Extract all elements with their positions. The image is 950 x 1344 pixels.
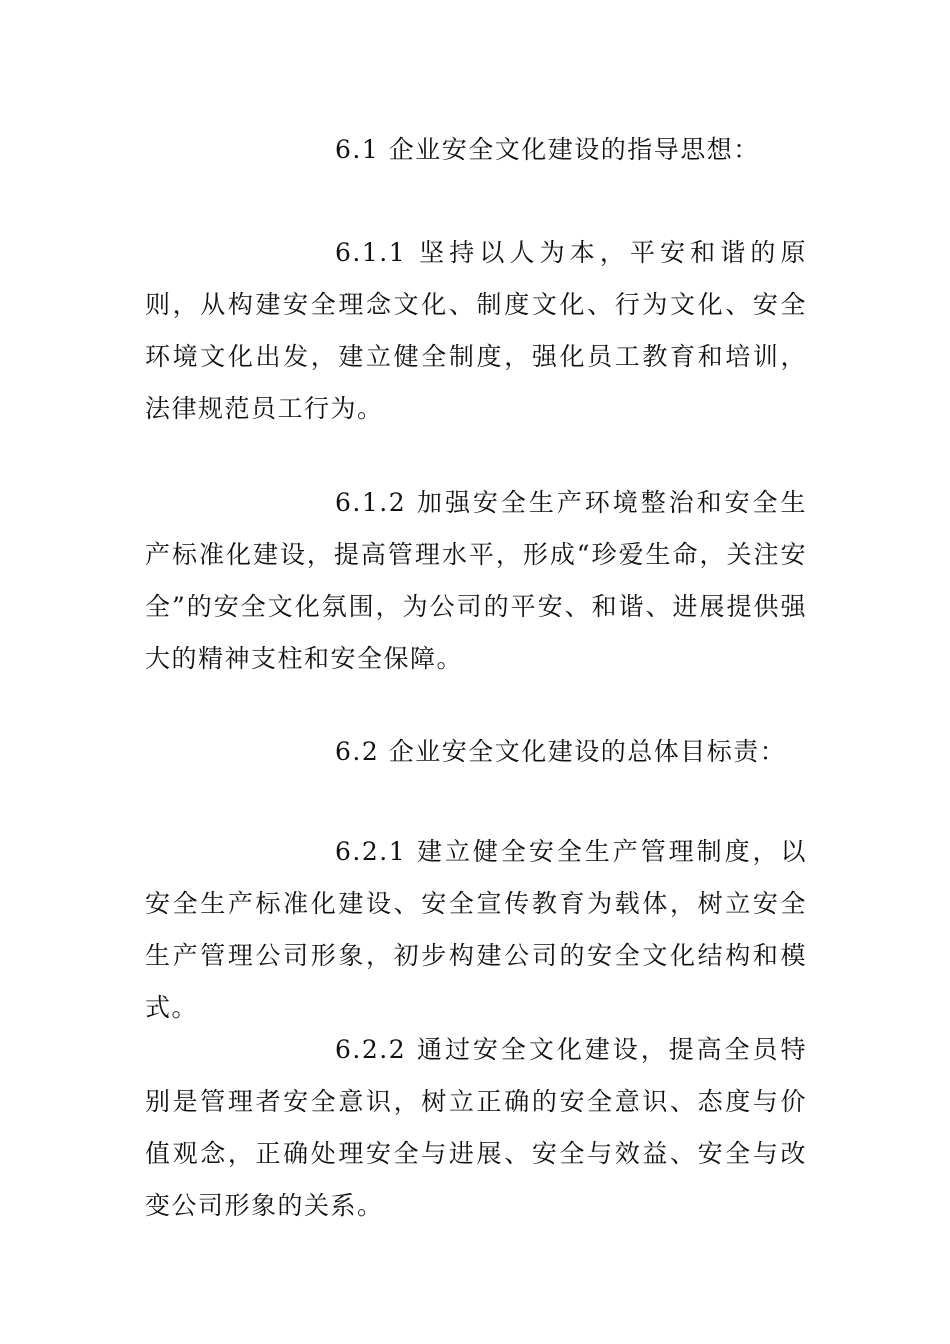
paragraph-6-1-2: 6.1.2 加强安全生产环境整治和安全生产标准化建设，提高管理水平，形成“珍爱生命，关注安全”的安全文化氛围，为公司的平安、和谐、进展提供强大的精神支柱和安全保障。 bbox=[145, 488, 807, 673]
section-heading-6-2: 6.2 企业安全文化建设的总体目标责： bbox=[335, 737, 787, 766]
paragraph-6-1-1: 6.1.1 坚持以人为本，平安和谐的原则，从构建安全理念文化、制度文化、行为文化、安全环境文化出发，建立健全制度，强化员工教育和培训，法律规范员工行为。 bbox=[145, 238, 807, 423]
paragraph-6-2-1: 6.2.1 建立健全安全生产管理制度，以安全生产标准化建设、安全宣传教育为载体，树立安全生产管理公司形象，初步构建公司的安全文化结构和模式。 bbox=[145, 837, 807, 1022]
section-heading-6-1: 6.1 企业安全文化建设的指导思想： bbox=[335, 135, 760, 164]
paragraph-6-2-2: 6.2.2 通过安全文化建设，提高全员特别是管理者安全意识，树立正确的安全意识、态度与价值观念，正确处理安全与进展、安全与效益、安全与改变公司形象的关系。 bbox=[145, 1035, 807, 1220]
